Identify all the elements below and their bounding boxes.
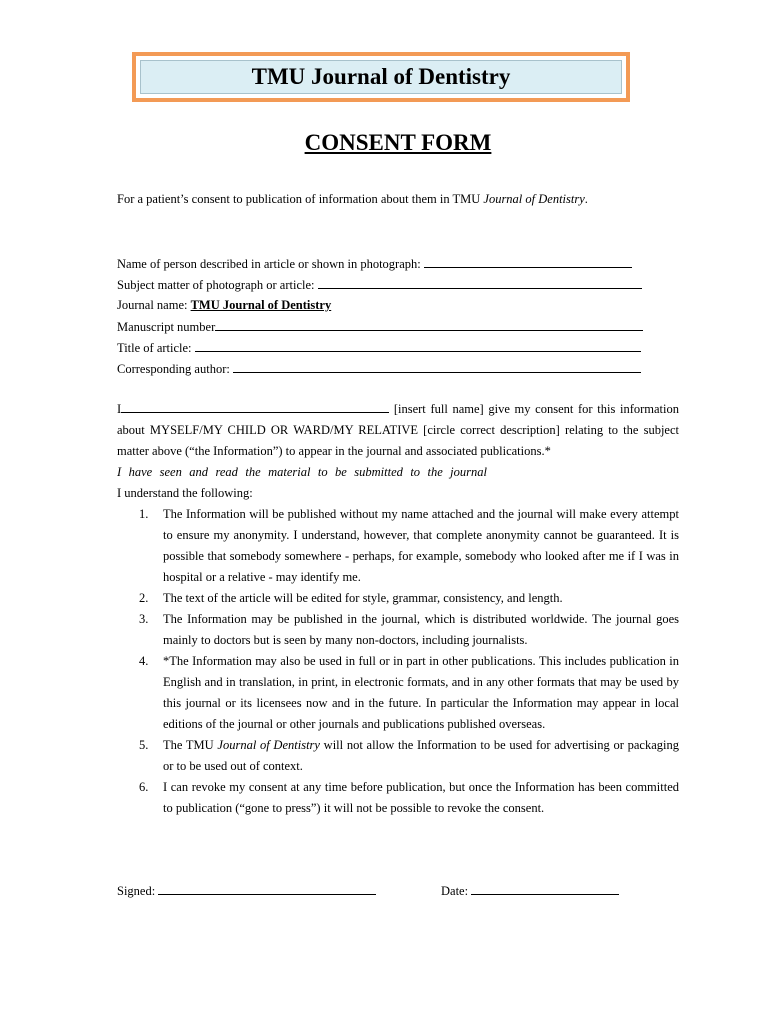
intro-text-start: For a patient’s consent to publication of information about them in TMU (117, 192, 484, 206)
term-journal-italic: Journal of Dentistry (217, 738, 320, 752)
term-item (117, 588, 679, 609)
signature-input-line[interactable] (158, 883, 376, 895)
subject-input-line[interactable] (318, 277, 642, 289)
term-number: 4. (139, 654, 149, 668)
term-text-start: The TMU (163, 738, 218, 752)
title-field (117, 340, 641, 356)
manuscript-field (117, 319, 643, 335)
signed-field (117, 883, 376, 899)
intro-text (117, 192, 588, 207)
person-name-field (117, 256, 632, 272)
seen-material-line: I have seen and read the material to be submitted to the journal (117, 465, 487, 479)
terms-list (117, 504, 679, 819)
journal-name-field (117, 298, 331, 313)
author-label: Corresponding author: (117, 362, 230, 376)
subject-field (117, 277, 642, 293)
consent-line-3: matter above (“the Information”) to appear in the journal and associated publications.* (117, 444, 551, 458)
consent-paragraph (117, 399, 679, 504)
title-label: Title of article: (117, 341, 192, 355)
person-name-input-line[interactable] (424, 256, 632, 268)
term-item (117, 777, 679, 819)
term-number: 3. (139, 612, 149, 626)
term-text: The text of the article will be edited for style, grammar, consistency, and length. (163, 591, 563, 605)
term-number: 1. (139, 507, 149, 521)
consent-line-1 (117, 399, 679, 420)
term-item (117, 651, 679, 735)
journal-name-value: TMU Journal of Dentistry (190, 298, 332, 312)
full-name-input-line[interactable] (121, 401, 389, 413)
term-text: *The Information may also be used in full or in part in other publications. This includes publication in English and in translation, in print, in electronic formats, and in any other formats that may be used by this journal or its licensees now and in the future. In particular the Information may appear in local editions of the journal or other journals and publications published overseas. (163, 654, 679, 731)
journal-name-label: Journal name: (117, 298, 188, 312)
title-input-line[interactable] (195, 340, 641, 352)
term-item (117, 735, 679, 777)
consent-line-2: about MYSELF/MY CHILD OR WARD/MY RELATIVE [circle correct description] relating to the subject (117, 423, 679, 437)
consent-prefix: I (117, 402, 122, 416)
signed-label: Signed: (117, 884, 156, 898)
subject-label: Subject matter of photograph or article: (117, 278, 315, 292)
term-text-end: will not allow the Information to be used for advertising or packaging or to be used out of context. (163, 738, 679, 773)
manuscript-input-line[interactable] (215, 319, 643, 331)
understand-line: I understand the following: (117, 486, 253, 500)
journal-header-box (132, 52, 630, 102)
author-field (117, 361, 641, 377)
manuscript-label: Manuscript number (117, 320, 216, 334)
author-input-line[interactable] (233, 361, 641, 373)
term-text: The Information may be published in the journal, which is distributed worldwide. The journal goes mainly to doctors but is seen by many non-doctors, including journalists. (163, 612, 679, 647)
form-title: CONSENT FORM (304, 130, 492, 155)
person-name-label: Name of person described in article or shown in photograph: (117, 257, 421, 271)
journal-title: TMU Journal of Dentistry (251, 64, 511, 89)
consent-line-1-rest: [insert full name] give my consent for this information (393, 402, 680, 416)
date-field (441, 883, 619, 899)
date-label: Date: (441, 884, 469, 898)
term-number: 6. (139, 780, 149, 794)
journal-header-inner (140, 60, 622, 94)
term-number: 5. (139, 738, 149, 752)
term-item (117, 609, 679, 651)
intro-journal-italic: Journal of Dentistry (483, 192, 585, 206)
intro-text-end: . (584, 192, 588, 206)
term-text: The Information will be published without my name attached and the journal will make every attempt to ensure my anonymity. I understand, however, that complete anonymity cannot be guaranteed. It is possible that somebody somewhere - perhaps, for example, somebody who looked after me if I was in hospital or a relative - may identify me. (163, 507, 679, 584)
date-input-line[interactable] (471, 883, 619, 895)
term-number: 2. (139, 591, 149, 605)
term-text: I can revoke my consent at any time before publication, but once the Information has been committed to publication (“gone to press”) it will not be possible to revoke the consent. (163, 780, 679, 815)
term-item (117, 504, 679, 588)
